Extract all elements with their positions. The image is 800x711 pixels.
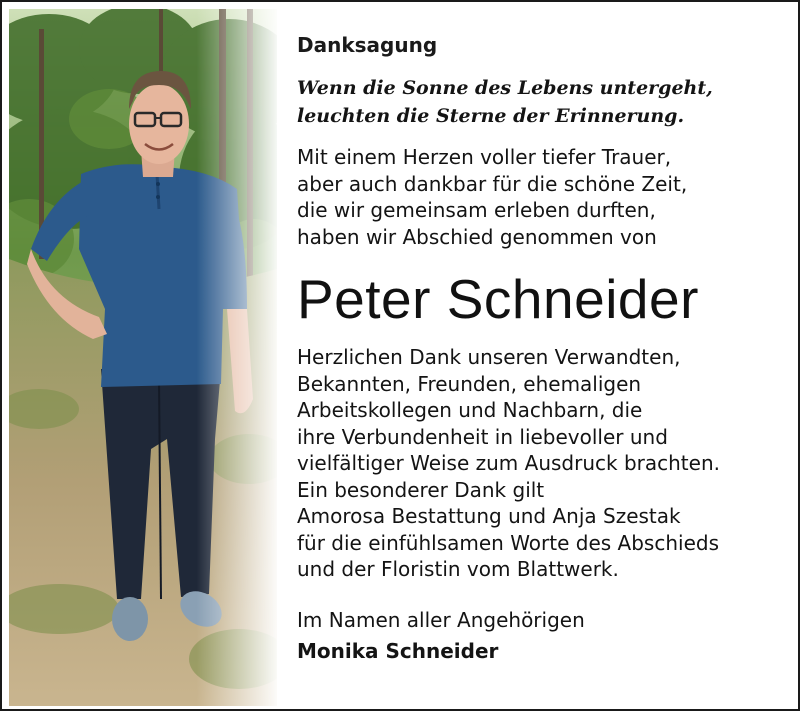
intro-line: die wir gemeinsam erleben durften, [297,198,656,222]
thanks-paragraph [297,344,792,583]
signer-name: Monika Schneider [297,638,499,663]
thanks-line: Ein besonderer Dank gilt [297,477,545,502]
thanks-line: für die einfühlsamen Worte des Abschieds [297,530,719,555]
intro-line: Mit einem Herzen voller tiefer Trauer, [297,145,672,169]
notice-text [297,32,792,665]
motto-quote [297,74,792,130]
deceased-name: Peter Schneider [297,268,699,330]
thanks-line: Herzlichen Dank unseren Verwandten, [297,345,681,369]
intro-paragraph [297,144,792,250]
thanks-line: und der Floristin vom Blattwerk. [297,557,619,581]
thanks-line: vielfältiger Weise zum Ausdruck brachten. [297,451,720,475]
notice-heading: Danksagung [297,33,438,57]
motto-line: leuchten die Sterne der Erinnerung. [297,105,685,127]
thanks-line: Amorosa Bestattung und Anja Szestak [297,504,681,528]
intro-line: haben wir Abschied genommen von [297,224,657,249]
motto-line: Wenn die Sonne des Lebens untergeht, [297,77,713,99]
portrait-photo [9,9,277,706]
thanks-line: ihre Verbundenheit in liebevoller und [297,424,668,449]
intro-line: aber auch dankbar für die schöne Zeit, [297,171,688,196]
thanks-line: Arbeitskollegen und Nachbarn, die [297,398,643,422]
thanks-line: Bekannten, Freunden, ehemaligen [297,371,642,396]
closing-line: Im Namen aller Angehörigen [297,607,585,632]
